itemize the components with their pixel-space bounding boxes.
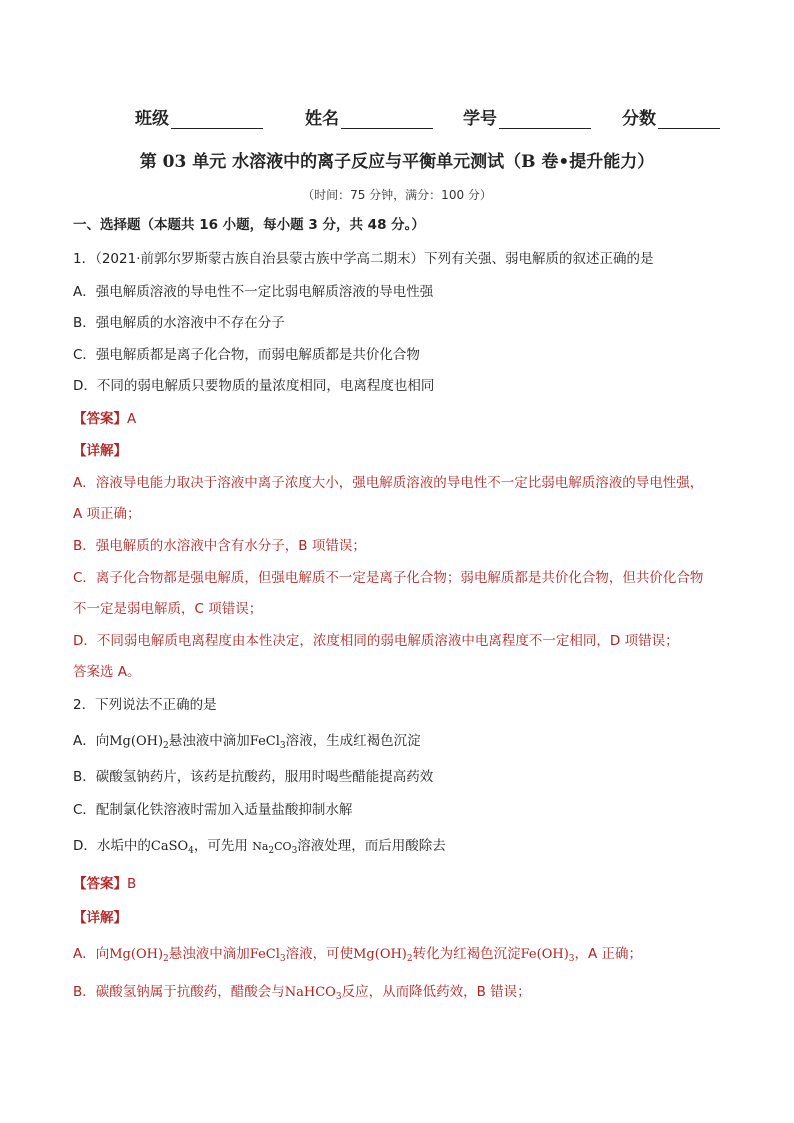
question-1-option-c: C．强电解质都是离子化合物，而弱电解质都是共价化合物 [73,347,420,363]
question-1-explanation-c-1: C．离子化合物都是强电解质，但强电解质不一定是离子化合物；弱电解质都是共价化合物，但共价化合物 [73,570,704,586]
question-2-option-d [73,837,446,856]
student-info-row [0,104,794,134]
question-2-option-c: C．配制氯化铁溶液时需加入适量盐酸抑制水解 [73,802,353,818]
student-id-field [463,104,591,129]
question-1-explanation-b: B．强电解质的水溶液中含有水分子，B 项错误； [73,538,366,554]
question-2-detail-tag: 【详解】 [73,910,127,926]
option-text: ，可先用 [193,838,253,854]
formula-na2co3: $Na_2CO_3$ [252,840,298,856]
question-1-option-b: B．强电解质的水溶液中不存在分子 [73,315,285,331]
option-text: A．向 [73,733,110,749]
question-1-explanation-a-2: A 项正确； [73,506,141,522]
answer-value: B [127,876,137,892]
student-id-blank[interactable] [499,108,591,129]
class-label: 班级 [135,109,169,129]
question-1-explanation-d: D．不同弱电解质电离程度由本性决定，浓度相同的弱电解质溶液中电离程度不一定相同，D 项错误； [73,633,679,649]
formula-mg-oh-2: $Mg(OH)_2$ [109,734,169,751]
class-field [135,104,263,129]
question-1-option-a: A．强电解质溶液的导电性不一定比弱电解质溶液的导电性强 [73,284,434,300]
question-1-conclusion: 答案选 A。 [73,664,141,680]
score-blank[interactable] [658,108,720,129]
score-field [622,104,720,129]
page-title: 第 03 单元 水溶液中的离子反应与平衡单元测试（B 卷•提升能力） [139,152,655,172]
student-id-label: 学号 [463,109,497,129]
formula-fecl3: FeCl$_3$ [249,734,286,751]
answer-value: A [127,411,137,427]
question-1-explanation-c-2: 不一定是弱电解质，C 项错误； [73,601,263,617]
question-1-detail-tag: 【详解】 [73,443,127,459]
question-1-explanation-a-1: A．溶液导电能力取决于溶液中离子浓度大小，强电解质溶液的导电性不一定比弱电解质溶液的导电性强， [73,475,704,491]
question-2-option-a [73,732,421,751]
question-2-option-b: B．碳酸氢钠药片，该药是抗酸药，服用时喝些醋能提高药效 [73,769,434,785]
score-label: 分数 [622,109,656,129]
question-2-explanation-b: B．碳酸氢钠属于抗酸药，醋酸会与NaHCO$_3$反应，从而降低药效，B 错误； [73,984,531,1002]
question-2-explanation-a: A．向$Mg(OH)_2$悬浊液中滴加FeCl$_3$溶液，可使$Mg(OH)_2$转化为红褐色沉淀$Fe(OH)_3$，A 正确； [73,946,643,964]
class-blank[interactable] [171,108,263,129]
name-label: 姓名 [305,109,339,129]
question-2-answer [73,875,136,893]
section-heading: 一、选择题（本题共 16 小题，每小题 3 分，共 48 分。） [73,217,425,233]
option-text: 溶液，生成红褐色沉淀 [285,733,421,749]
exam-time-info: （时间：75 分钟，满分：100 分） [302,188,492,202]
answer-tag: 【答案】 [73,411,127,427]
question-1-option-d: D．不同的弱电解质只要物质的量浓度相同，电离程度也相同 [73,378,435,394]
option-text: 溶液处理，而后用酸除去 [297,838,446,854]
question-2-stem: 2．下列说法不正确的是 [73,697,217,713]
option-text: 悬浊液中滴加 [168,733,250,749]
formula-caso4: CaSO$_4$ [150,839,194,856]
answer-tag: 【答案】 [73,876,127,892]
name-field [305,104,433,129]
option-text: D．水垢中的 [73,838,151,854]
name-blank[interactable] [341,108,433,129]
question-1-stem: 1．（2021·前郭尔罗斯蒙古族自治县蒙古族中学高二期末）下列有关强、弱电解质的叙述正确的是 [73,251,654,267]
question-1-answer [73,410,136,428]
